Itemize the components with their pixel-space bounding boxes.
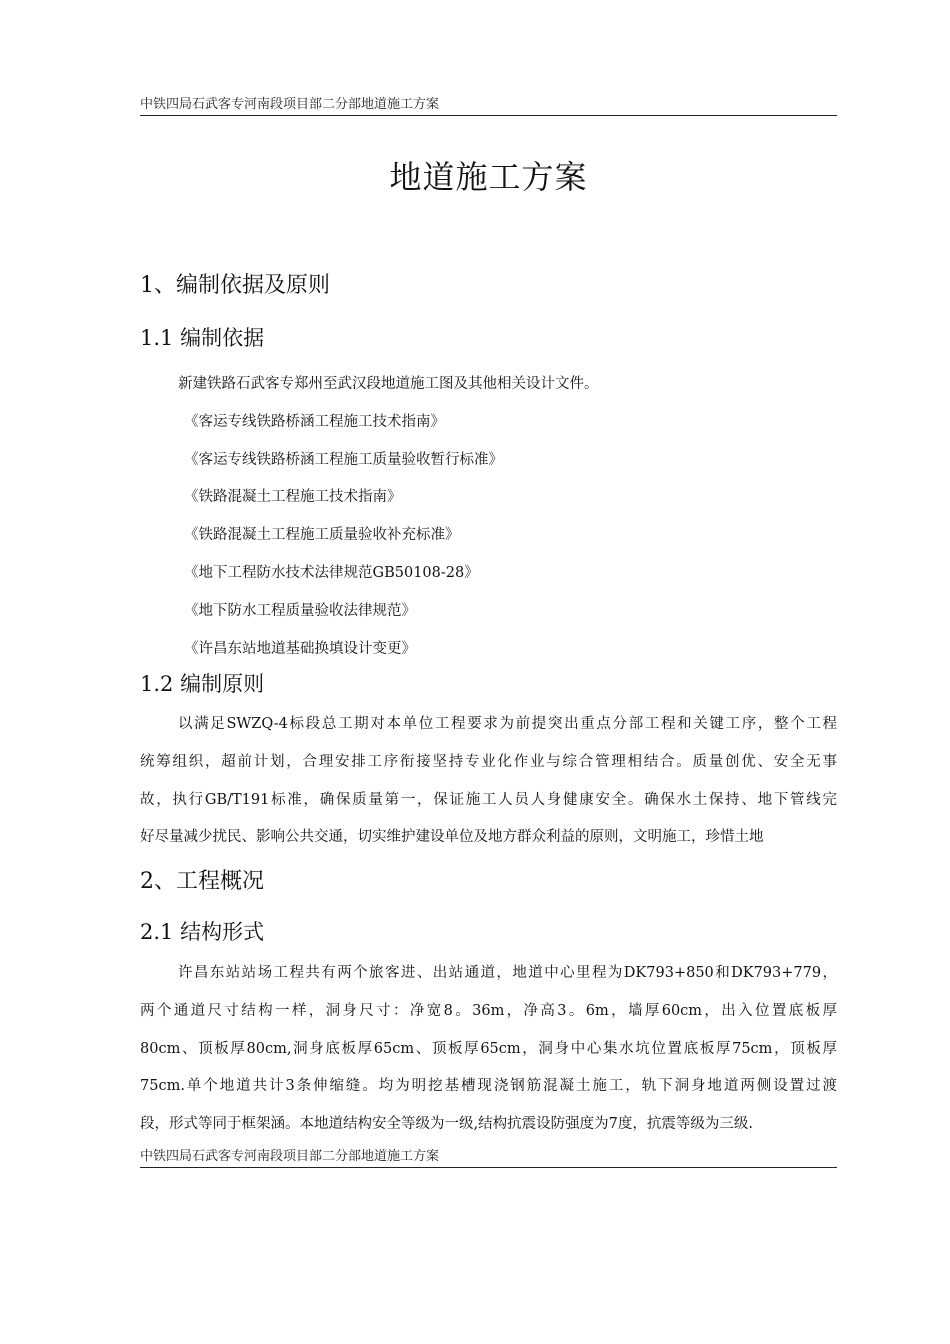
- principles-paragraph: [140, 706, 837, 857]
- paragraph-line: 故，执行GB/T191标准，确保质量第一，保证施工人员人身健康安全。确保水土保持、地下管线完: [140, 791, 837, 808]
- reference-standard: 《铁路混凝土工程施工技术指南》: [184, 489, 402, 506]
- paragraph-line: 许昌东站站场工程共有两个旅客进、出站通道，地道中心里程为DK793+850和DK793+779，: [178, 965, 837, 981]
- reference-standard: 《铁路混凝土工程施工质量验收补充标准》: [184, 527, 460, 544]
- reference-intro: 新建铁路石武客专郑州至武汉段地道施工图及其他相关设计文件。: [178, 376, 599, 392]
- reference-standard: 《客运专线铁路桥涵工程施工技术指南》: [184, 413, 445, 430]
- document-title: 地道施工方案: [389, 158, 588, 196]
- paragraph-line: 统筹组织，超前计划，合理安排工序衔接坚持专业化作业与综合管理相结合。质量创优、安全无事: [140, 753, 837, 770]
- paragraph-line: 段，形式等同于框架涵。本地道结构安全等级为一级,结构抗震设防强度为7度，抗震等级为三级.: [140, 1116, 753, 1133]
- section-2-1-heading: 2.1 结构形式: [140, 920, 265, 944]
- paragraph-line: 75cm.单个地道共计3条伸缩缝。均为明挖基槽现浇钢筋混凝土施工，轨下洞身地道两侧设置过渡: [140, 1078, 837, 1095]
- reference-standard: 《客运专线铁路桥涵工程施工质量验收暂行标准》: [184, 451, 503, 468]
- running-footer: 中铁四局石武客专河南段项目部二分部地道施工方案: [140, 1148, 837, 1168]
- section-1-1-heading: 1.1 编制依据: [140, 326, 265, 350]
- paragraph-line: 以满足SWZQ-4标段总工期对本单位工程要求为前提突出重点分部工程和关键工序，整个工程: [178, 716, 837, 732]
- section-1-heading: 1、编制依据及原则: [140, 273, 330, 298]
- reference-standard: 《许昌东站地道基础换填设计变更》: [184, 640, 416, 657]
- structure-paragraph: [140, 955, 837, 1144]
- section-2-heading: 2、工程概况: [140, 869, 264, 894]
- paragraph-line: 两个通道尺寸结构一样，洞身尺寸：净宽8。36m，净高3。6m，墙厚60cm，出入位置底板厚: [140, 1002, 837, 1019]
- reference-standard: 《地下工程防水技术法律规范GB50108-28》: [184, 564, 479, 581]
- running-header: 中铁四局石武客专河南段项目部二分部地道施工方案: [140, 96, 837, 116]
- paragraph-line: 80cm、顶板厚80cm,洞身底板厚65cm、顶板厚65cm，洞身中心集水坑位置底板厚75cm，顶板厚: [140, 1040, 837, 1057]
- reference-list: [140, 366, 837, 668]
- reference-standard: 《地下防水工程质量验收法律规范》: [184, 602, 416, 619]
- paragraph-line: 好尽量减少扰民、影响公共交通，切实维护建设单位及地方群众利益的原则，文明施工，珍惜土地: [140, 829, 764, 846]
- section-1-2-heading: 1.2 编制原则: [140, 672, 265, 696]
